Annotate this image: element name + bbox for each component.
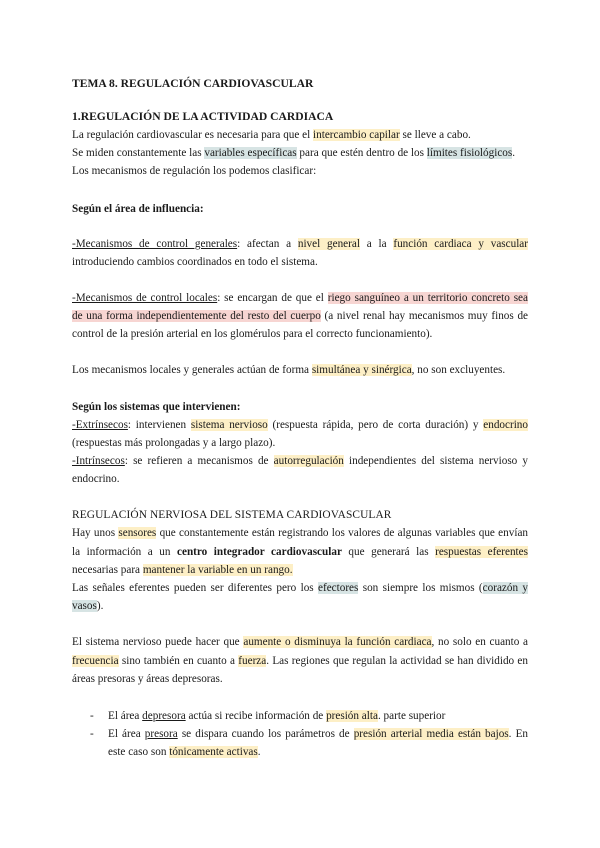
highlight-yellow: intercambio capilar — [313, 129, 400, 141]
text-span: a la — [359, 238, 394, 250]
paragraph-line — [72, 599, 528, 614]
paragraph-line — [72, 309, 528, 324]
text-span: que generará las — [341, 546, 436, 558]
text-span: , no solo en cuanto a — [431, 636, 529, 648]
text-span: : intervienen — [127, 419, 191, 431]
text-span: independientes del sistema nervioso y — [343, 455, 528, 467]
underlined-term: -Extrínsecos — [72, 419, 128, 431]
paragraph-line — [72, 563, 528, 578]
text-span: . — [512, 147, 516, 159]
highlight-yellow: sensores — [118, 527, 157, 539]
highlight-yellow: aumente o disminuya la función cardiaca — [243, 636, 432, 648]
highlight-yellow: función cardiaca y vascular — [393, 238, 528, 250]
text-span: Los mecanismos locales y generales actúan de forma — [72, 364, 312, 376]
paragraph-line — [72, 545, 528, 560]
underlined-term: presora — [144, 728, 178, 740]
bullet-dash: - — [90, 710, 94, 722]
paragraph-line — [72, 418, 528, 433]
text-span: se dispara cuando los parámetros de — [177, 728, 354, 740]
highlight-pink: de una forma independientemente del resto del cuerpo — [72, 310, 321, 322]
bullet-item-depresora — [108, 709, 528, 724]
highlight-blue: corazón y — [482, 582, 528, 594]
paragraph-line: Los mecanismos de regulación los podemos clasificar: — [72, 165, 317, 177]
highlight-yellow: frecuencia — [72, 655, 119, 667]
bullet-item-presora — [108, 727, 528, 742]
paragraph-line — [72, 526, 528, 541]
paragraph-line — [72, 291, 528, 306]
highlight-yellow: endocrino — [483, 419, 528, 431]
text-span: son siempre los mismos ( — [358, 582, 483, 594]
bold-term: centro integrador cardiovascular — [177, 546, 342, 558]
paragraph-line: control de la presión arterial en los glomérulos para el correcto funcionamiento). — [72, 328, 433, 340]
text-span: Hay unos — [72, 527, 119, 539]
underlined-term: -Mecanismos de control generales — [72, 238, 238, 250]
text-span: Se miden constantemente las — [72, 147, 205, 159]
paragraph-line — [72, 581, 528, 596]
text-span: . — [257, 746, 261, 758]
paragraph-line — [72, 363, 528, 378]
highlight-blue: variables específicas — [204, 147, 297, 159]
paragraph-line — [72, 128, 528, 143]
text-span: La regulación cardiovascular es necesaria para que el — [72, 129, 314, 141]
section-2-heading: REGULACIÓN NERVIOSA DEL SISTEMA CARDIOVASCULAR — [72, 509, 392, 521]
text-span: : afectan a — [237, 238, 298, 250]
highlight-yellow: mantener la variable en un rango. — [142, 564, 293, 576]
text-span: El sistema nervioso puede hacer que — [72, 636, 244, 648]
text-span: (respuesta rápida, pero de corta duración) y — [267, 419, 484, 431]
bullet-item-presora-cont — [108, 745, 528, 760]
text-span: sino también en cuanto a — [118, 655, 239, 667]
section-1-heading: 1.REGULACIÓN DE LA ACTIVIDAD CARDIACA — [72, 110, 334, 123]
highlight-yellow: simultánea y sinérgica — [311, 364, 412, 376]
text-span: El área — [108, 728, 145, 740]
area-heading: Según el área de influencia: — [72, 203, 204, 215]
text-span: . parte superior — [377, 710, 446, 722]
highlight-blue: límites fisiológicos — [426, 147, 513, 159]
paragraph-line: endocrino. — [72, 473, 120, 485]
text-span: la información a un — [72, 546, 178, 558]
highlight-blue: vasos — [72, 600, 97, 612]
text-span: que constantemente están registrando los valores de algunas variables que envían — [156, 527, 529, 539]
paragraph-line — [72, 635, 528, 650]
text-span: : se refieren a mecanismos de — [124, 455, 274, 467]
highlight-yellow: presión alta — [326, 710, 378, 722]
text-span: se lleve a cabo. — [399, 129, 471, 141]
bullet-dash: - — [90, 728, 94, 740]
paragraph-line — [72, 454, 528, 469]
highlight-pink: riego sanguíneo a un territorio concreto sea — [327, 292, 528, 304]
document-title: TEMA 8. REGULACIÓN CARDIOVASCULAR — [72, 77, 314, 90]
highlight-yellow: sistema nervioso — [190, 419, 268, 431]
systems-heading: Según los sistemas que intervienen: — [72, 401, 241, 413]
paragraph-line — [72, 654, 528, 669]
text-span: (a nivel renal hay mecanismos muy finos de — [320, 310, 529, 322]
text-span: este caso son — [108, 746, 170, 758]
paragraph-line — [72, 146, 528, 161]
paragraph-line — [72, 237, 528, 252]
highlight-yellow: presión arterial media están bajos — [353, 728, 509, 740]
paragraph-line: introduciendo cambios coordinados en todo el sistema. — [72, 256, 318, 268]
underlined-term: -Intrínsecos — [72, 455, 125, 467]
highlight-yellow: autorregulación — [273, 455, 344, 467]
text-span: El área — [108, 710, 143, 722]
highlight-yellow: respuestas eferentes — [435, 546, 528, 558]
text-span: Las señales eferentes pueden ser diferentes pero los — [72, 582, 318, 594]
highlight-yellow: fuerza — [238, 655, 267, 667]
text-span: actúa si recibe información de — [185, 710, 327, 722]
text-span: ). — [96, 600, 104, 612]
highlight-yellow: nivel general — [297, 238, 360, 250]
paragraph-line: áreas presoras y áreas depresoras. — [72, 673, 223, 685]
text-span: . En — [508, 728, 529, 740]
underlined-term: depresora — [142, 710, 186, 722]
text-span: : se encargan de que el — [217, 292, 328, 304]
text-span: para que estén dentro de los — [296, 147, 427, 159]
highlight-yellow: tónicamente activas — [169, 746, 258, 758]
text-span: , no son excluyentes. — [411, 364, 506, 376]
paragraph-line: (respuestas más prolongadas y a largo plazo). — [72, 437, 276, 449]
text-span: . Las regiones que regulan la actividad se han dividido en — [266, 655, 528, 667]
underlined-term: -Mecanismos de control locales — [72, 292, 218, 304]
text-span: necesarias para — [72, 564, 143, 576]
highlight-blue: efectores — [318, 582, 359, 594]
